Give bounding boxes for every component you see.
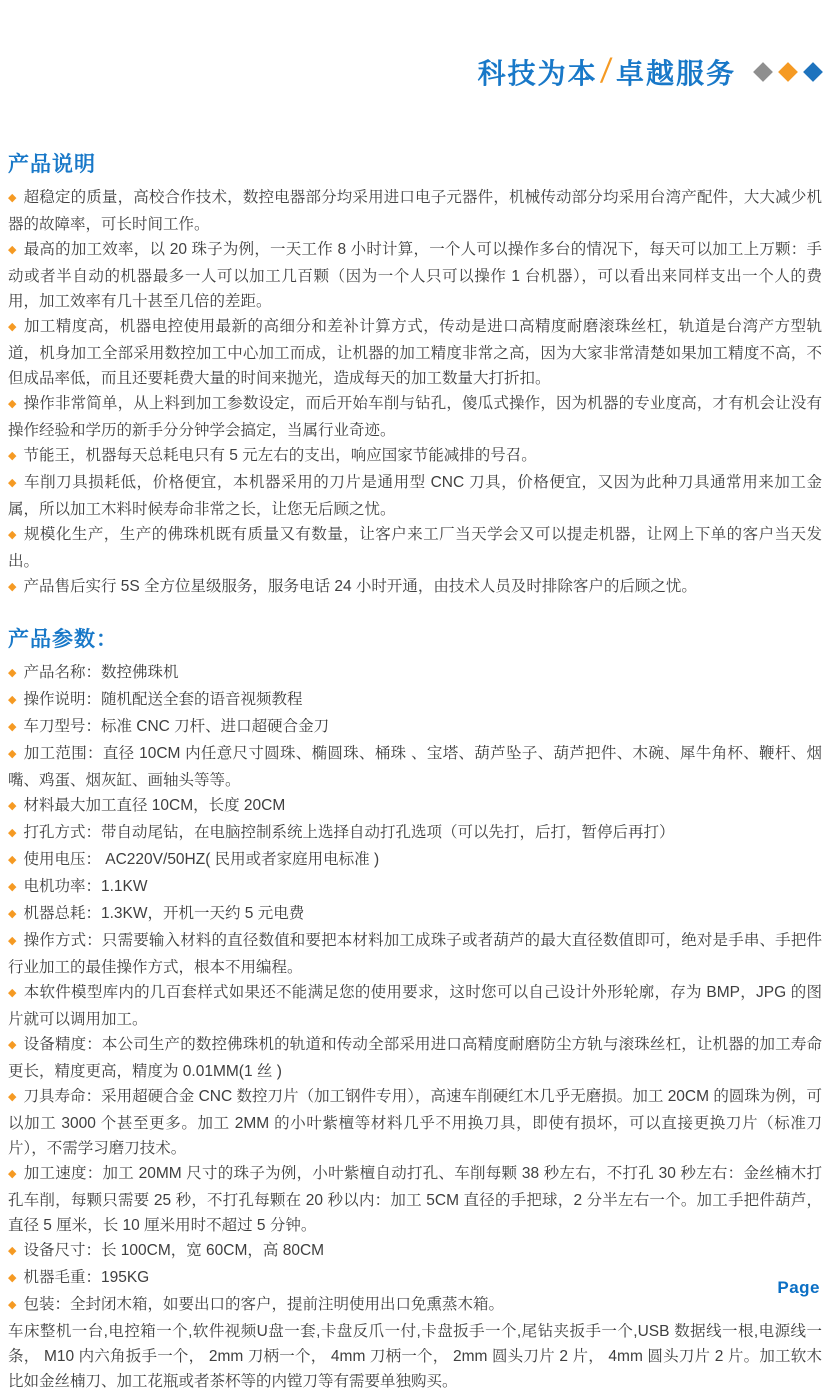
diamond-bullet-icon: ◆ [8, 1039, 17, 1051]
bullet-text: 机器总耗：1.3KW，开机一天约 5 元电费 [23, 905, 305, 922]
bullet-text: 包装：全封闭木箱，如要出口的客户，提前注明使用出口免熏蒸木箱。 [23, 1296, 504, 1313]
description-bullet-item [8, 522, 822, 574]
bullet-text: 操作方式：只需要输入材料的直径数值和要把本材料加工成珠子或者葫芦的最大直径数值即可，绝对是手串、手把件行业加工的最佳操作方式，根本不用编程。 [8, 932, 822, 976]
diamond-bullet-icon: ◆ [8, 1272, 17, 1284]
diamond-bullet-icon: ◆ [8, 854, 17, 866]
diamond-icon [803, 62, 823, 82]
bullet-text: 加工精度高，机器电控使用最新的高细分和差补计算方式，传动是进口高精度耐磨滚珠丝杠，轨道是台湾产方型轨道，机身加工全部采用数控加工中心加工而成，让机器的加工精度非常之高，因为大家非常清楚如果加工精度不高，不但成品率低，而且还要耗费大量的时间来抛光，造成每天的加工数量大打折扣。 [8, 318, 822, 387]
diamond-bullet-icon: ◆ [8, 987, 17, 999]
bullet-text: 最高的加工效率，以 20 珠子为例，一天工作 8 小时计算，一个人可以操作多台的情况下，每天可以加工上万颗：手动或者半自动的机器最多一人可以加工几百颗（因为一个人只可以操作 1 台机器），可以看出来同样支出一个人的费用，加工效率有几十甚至几倍的差距。 [8, 241, 822, 310]
diamond-bullet-icon: ◆ [8, 1299, 17, 1311]
bullet-text: 刀具寿命：采用超硬合金 CNC 数控刀片（加工钢件专用），高速车削硬红木几乎无磨损。加工 20CM 的圆珠为例，可以加工 3000 个甚至更多。加工 2MM 的小叶紫檀等材料几乎不用换刀具，即使有损坏，可以直接更换刀片（标准刀片），不需学习磨刀技术。 [8, 1088, 822, 1157]
diamond-bullet-icon: ◆ [8, 581, 17, 593]
parameter-bullet-item [8, 1238, 822, 1265]
bullet-text: 设备尺寸：长 100CM，宽 60CM，高 80CM [23, 1242, 325, 1259]
diamond-bullet-icon: ◆ [8, 244, 17, 256]
description-bullet-item [8, 574, 822, 601]
bullet-text: 打孔方式：带自动尾钻，在电脑控制系统上选择自动打孔选项（可以先打，后打，暂停后再打） [23, 824, 675, 841]
parameter-bullet-item [8, 714, 822, 741]
diamond-bullet-icon: ◆ [8, 908, 17, 920]
parameters-bullet-list [8, 660, 822, 1319]
description-bullet-item [8, 470, 822, 522]
bullet-text: 电机功率：1.1KW [23, 878, 148, 895]
parameter-bullet-item [8, 874, 822, 901]
parameter-bullet-item [8, 660, 822, 687]
diamond-bullet-icon: ◆ [8, 881, 17, 893]
bullet-text: 规模化生产，生产的佛珠机既有质量又有数量，让客户来工厂当天学会又可以提走机器，让网上下单的客户当天发出。 [8, 526, 822, 570]
description-bullet-item [8, 185, 822, 237]
description-bullet-item [8, 391, 822, 443]
diamond-bullet-icon: ◆ [8, 398, 17, 410]
parameter-bullet-item [8, 980, 822, 1032]
parameter-bullet-item [8, 847, 822, 874]
diamond-icon [778, 62, 798, 82]
bullet-text: 车刀型号：标准 CNC 刀杆、进口超硬合金刀 [23, 718, 330, 735]
page-content [0, 148, 830, 1394]
bullet-text: 超稳定的质量，高校合作技术，数控电器部分均采用进口电子元器件，机械传动部分均采用台湾产配件，大大减少机器的故障率，可长时间工作。 [8, 189, 822, 233]
header-diamond-icons [750, 65, 820, 79]
page-number-label: Page [777, 1278, 820, 1297]
bullet-text: 产品售后实行 5S 全方位星级服务，服务电话 24 小时开通，由技术人员及时排除客户的后顾之忧。 [23, 578, 697, 595]
description-bullet-item [8, 237, 822, 314]
bullet-text: 车削刀具损耗低，价格便宜，本机器采用的刀片是通用型 CNC 刀具，价格便宜，又因为此种刀具通常用来加工金属，所以加工木料时候寿命非常之长，让您无后顾之忧。 [8, 474, 822, 518]
parameter-bullet-item [8, 687, 822, 714]
parameter-bullet-item [8, 1161, 822, 1238]
bullet-text: 机器毛重：195KG [23, 1269, 150, 1286]
bullet-text: 加工速度：加工 20MM 尺寸的珠子为例，小叶紫檀自动打孔、车削每颗 38 秒左右，不打孔 30 秒左右：金丝楠木打孔车削，每颗只需要 25 秒，不打孔每颗在 20 秒以内：加工 5CM 直径的手把球，2 分半左右一个。加工手把件葫芦，直径 5 厘米，长 10 厘米用时不超过 5 分钟。 [8, 1165, 822, 1234]
diamond-bullet-icon: ◆ [8, 667, 17, 679]
parameter-bullet-item [8, 1292, 822, 1319]
bullet-text: 加工范围：直径 10CM 内任意尺寸圆珠、椭圆珠、桶珠 、宝塔、葫芦坠子、葫芦把件、木碗、犀牛角杯、鞭杆、烟嘴、鸡蛋、烟灰缸、画轴头等等。 [8, 745, 822, 789]
description-bullet-item [8, 443, 822, 470]
parameters-heading: 产品参数： [8, 628, 118, 651]
diamond-bullet-icon: ◆ [8, 321, 17, 333]
diamond-bullet-icon: ◆ [8, 694, 17, 706]
description-bullet-item [8, 314, 822, 391]
parameter-bullet-item [8, 1265, 822, 1292]
header-slogan [478, 52, 736, 92]
parameter-bullet-item [8, 793, 822, 820]
bullet-text: 使用电压： AC220V/50HZ( 民用或者家庭用电标准 ) [23, 851, 380, 868]
diamond-bullet-icon: ◆ [8, 935, 17, 947]
parameter-bullet-item [8, 741, 822, 793]
slogan-left-text: 科技为本 [477, 58, 598, 89]
parameter-bullet-item [8, 928, 822, 980]
diamond-bullet-icon: ◆ [8, 827, 17, 839]
diamond-bullet-icon: ◆ [8, 1168, 17, 1180]
accessories-paragraph: 车床整机一台,电控箱一个,软件视频U盘一套,卡盘反爪一付,卡盘扳手一个,尾钻夹扳手一个,USB 数据线一根,电源线一条， M10 内六角扳手一个， 2mm 刀柄一个， 4mm 刀柄一个， 2mm 圆头刀片 2 片， 4mm 圆头刀片 2 片。加工软木比如金丝楠刀、加工花瓶或者茶杯等的内镗刀等有需要单独购买。 [8, 1323, 822, 1390]
parameter-bullet-item [8, 1084, 822, 1161]
description-bullet-list [8, 185, 822, 601]
bullet-text: 产品名称：数控佛珠机 [23, 664, 179, 681]
diamond-bullet-icon: ◆ [8, 800, 17, 812]
parameter-bullet-item [8, 820, 822, 847]
diamond-bullet-icon: ◆ [8, 748, 17, 760]
diamond-bullet-icon: ◆ [8, 1245, 17, 1257]
product-description-section [8, 148, 822, 601]
diamond-bullet-icon: ◆ [8, 1091, 17, 1103]
slogan-right-text: 卓越服务 [615, 58, 736, 89]
bullet-text: 节能王，机器每天总耗电只有 5 元左右的支出，响应国家节能减排的号召。 [23, 447, 537, 464]
product-parameters-section [8, 623, 822, 1394]
bullet-text: 本软件模型库内的几百套样式如果还不能满足您的使用要求，这时您可以自己设计外形轮廓，存为 BMP，JPG 的图片就可以调用加工。 [8, 984, 822, 1028]
diamond-bullet-icon: ◆ [8, 450, 17, 462]
slash-separator: / [601, 52, 612, 91]
diamond-bullet-icon: ◆ [8, 477, 17, 489]
parameter-bullet-item [8, 1032, 822, 1084]
bullet-text: 操作说明：随机配送全套的语音视频教程 [23, 691, 303, 708]
description-heading: 产品说明 [8, 153, 96, 176]
parameter-bullet-item [8, 901, 822, 928]
diamond-bullet-icon: ◆ [8, 721, 17, 733]
diamond-icon [753, 62, 773, 82]
page-header [0, 0, 830, 92]
bullet-text: 设备精度：本公司生产的数控佛珠机的轨道和传动全部采用进口高精度耐磨防尘方轨与滚珠丝杠，让机器的加工寿命更长，精度更高，精度为 0.01MM(1 丝 ) [8, 1036, 822, 1080]
bullet-text: 材料最大加工直径 10CM，长度 20CM [23, 797, 286, 814]
diamond-bullet-icon: ◆ [8, 192, 17, 204]
bullet-text: 操作非常简单，从上料到加工参数设定，而后开始车削与钻孔，傻瓜式操作，因为机器的专业度高，才有机会让没有操作经验和学历的新手分分钟学会搞定，当属行业奇迹。 [8, 395, 822, 439]
diamond-bullet-icon: ◆ [8, 529, 17, 541]
